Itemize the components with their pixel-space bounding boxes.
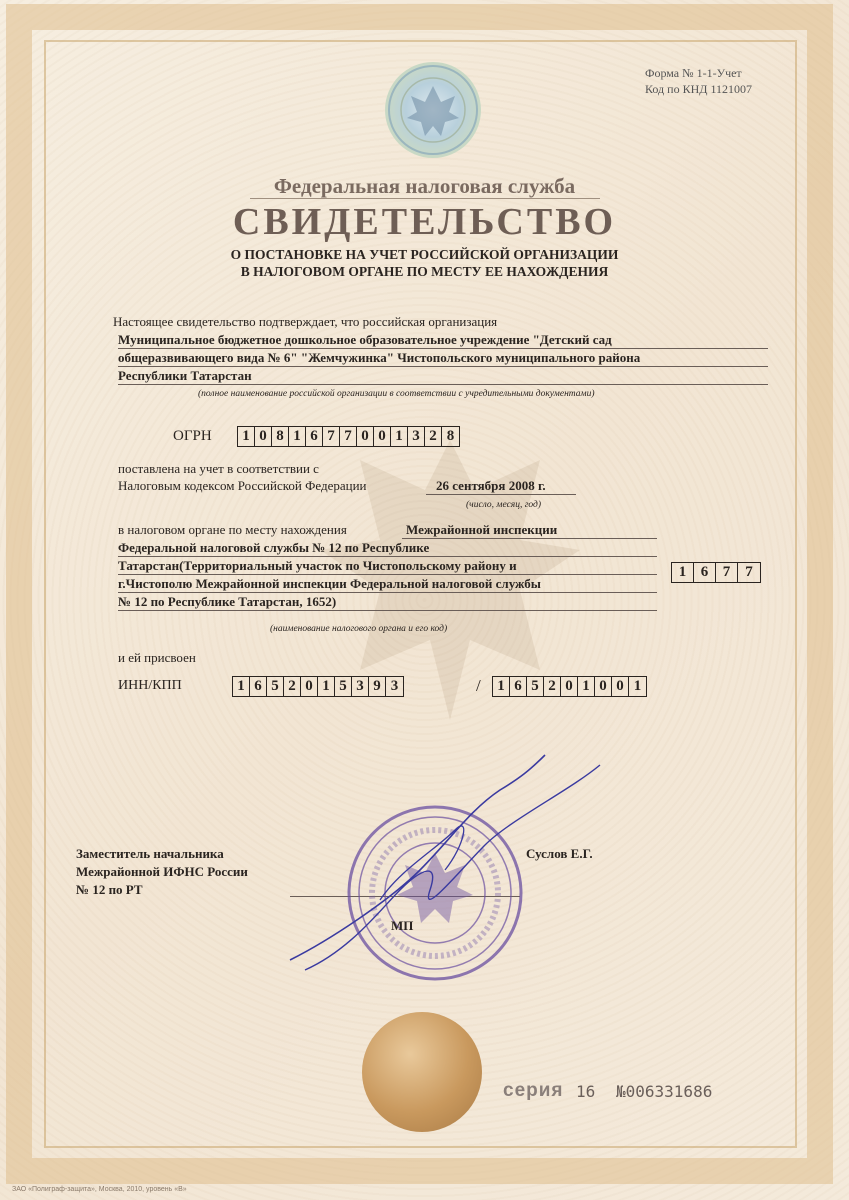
registration-date-underline <box>426 494 576 495</box>
tax-office-caption: (наименование налогового органа и его код) <box>270 624 448 634</box>
ogrn-digit: 8 <box>446 428 455 444</box>
printer-footer: ЗАО «Полиграф-защита», Москва, 2010, уровень «В» <box>12 1186 187 1193</box>
hologram-emblem-icon <box>385 62 481 158</box>
tax-office-underline2 <box>118 556 657 557</box>
gold-seal-icon <box>362 1012 482 1132</box>
inn-digit: 2 <box>284 677 301 696</box>
ogrn-number <box>237 426 460 447</box>
inn-digit: 5 <box>267 677 284 696</box>
tax-office-line4: г.Чистополю Межрайонной инспекции Федеральной налоговой службы <box>118 576 541 591</box>
kpp-digit: 0 <box>595 677 612 696</box>
kpp-number <box>492 676 647 697</box>
tax-office-code-digit: 6 <box>694 563 716 582</box>
assigned-label: и ей присвоен <box>118 650 196 665</box>
agency-name: Федеральная налоговая служба <box>273 174 576 198</box>
signatory-name: Суслов Е.Г. <box>526 846 593 861</box>
document-title: СВИДЕТЕЛЬСТВО <box>232 201 617 243</box>
agency-underline <box>250 198 600 199</box>
org-intro-text: Настоящее свидетельство подтверждает, что российская организация <box>113 314 498 329</box>
org-name-line1: Муниципальное бюджетное дошкольное образовательное учреждение "Детский сад <box>118 332 612 347</box>
ogrn-digit: 8 <box>272 427 289 446</box>
kpp-digit: 0 <box>612 677 629 696</box>
series-value: 16 <box>576 1082 596 1101</box>
kpp-digit: 1 <box>633 678 642 694</box>
registration-line2: Налоговым кодексом Российской Федерации <box>118 478 367 493</box>
inn-number <box>232 676 404 697</box>
handwritten-signature-icon <box>270 750 610 990</box>
inn-digit: 3 <box>352 677 369 696</box>
org-name-underline3 <box>118 384 768 385</box>
tax-office-underline5 <box>118 610 657 611</box>
kpp-digit: 2 <box>544 677 561 696</box>
ogrn-digit: 3 <box>408 427 425 446</box>
document-subtitle-line1: О ПОСТАНОВКЕ НА УЧЕТ РОССИЙСКОЙ ОРГАНИЗАЦИИ <box>230 247 619 262</box>
stamp-place-label: МП <box>391 918 414 933</box>
ogrn-digit: 1 <box>238 427 255 446</box>
tax-office-intro: в налоговом органе по месту нахождения <box>118 522 347 537</box>
tax-office-code-digit: 7 <box>745 564 753 580</box>
ogrn-label: ОГРН <box>173 428 212 444</box>
ogrn-digit: 2 <box>425 427 442 446</box>
inn-digit: 9 <box>369 677 386 696</box>
tax-office-code <box>671 562 761 583</box>
ogrn-digit: 6 <box>306 427 323 446</box>
org-name-line2: общеразвивающего вида № 6" "Жемчужинка" Чистопольского муниципального района <box>118 350 641 365</box>
registration-line1: поставлена на учет в соответствии с <box>118 461 319 476</box>
inn-digit: 3 <box>390 678 399 694</box>
signatory-title-line1: Заместитель начальника <box>76 846 224 861</box>
tax-office-line3: Татарстан(Территориальный участок по Чистопольскому району и <box>118 558 517 573</box>
tax-office-underline4 <box>118 592 657 593</box>
ogrn-digit: 1 <box>391 427 408 446</box>
inn-kpp-separator: / <box>476 676 481 695</box>
inn-digit: 1 <box>233 677 250 696</box>
org-name-caption: (полное наименование российской организации в соответствии с учредительными документами) <box>198 389 595 399</box>
form-number: Форма № 1-1-Учет <box>645 66 742 80</box>
tax-office-underline1 <box>402 538 657 539</box>
kpp-digit: 1 <box>578 677 595 696</box>
registration-date-caption: (число, месяц, год) <box>466 500 542 510</box>
kpp-digit: 6 <box>510 677 527 696</box>
ogrn-digit: 0 <box>374 427 391 446</box>
form-knd-code: Код по КНД 1121007 <box>645 82 752 96</box>
tax-office-code-digit: 1 <box>672 563 694 582</box>
kpp-digit: 5 <box>527 677 544 696</box>
ogrn-digit: 0 <box>357 427 374 446</box>
signatory-title-line3: № 12 по РТ <box>76 882 143 897</box>
kpp-digit: 1 <box>493 677 510 696</box>
tax-office-line5: № 12 по Республике Татарстан, 1652) <box>118 594 337 609</box>
inn-digit: 0 <box>301 677 318 696</box>
inn-digit: 6 <box>250 677 267 696</box>
tax-office-line1: Межрайонной инспекции <box>406 522 558 537</box>
series-label: серия <box>503 1080 564 1101</box>
ogrn-digit: 0 <box>255 427 272 446</box>
registration-date: 26 сентября 2008 г. <box>436 478 546 493</box>
org-name-underline1 <box>118 348 768 349</box>
signatory-title-line2: Межрайонной ИФНС России <box>76 864 248 879</box>
document-subtitle-line2: В НАЛОГОВОМ ОРГАНЕ ПО МЕСТУ ЕЕ НАХОЖДЕНИЯ <box>240 264 609 279</box>
inn-kpp-label: ИНН/КПП <box>118 678 182 693</box>
ogrn-digit: 7 <box>340 427 357 446</box>
org-name-underline2 <box>118 366 768 367</box>
tax-office-underline3 <box>118 574 657 575</box>
tax-office-code-digit: 7 <box>716 563 738 582</box>
certificate-number: №006331686 <box>616 1082 713 1101</box>
org-name-line3: Республики Татарстан <box>118 368 252 383</box>
ogrn-digit: 7 <box>323 427 340 446</box>
kpp-digit: 0 <box>561 677 578 696</box>
ogrn-digit: 1 <box>289 427 306 446</box>
inn-digit: 1 <box>318 677 335 696</box>
inn-digit: 5 <box>335 677 352 696</box>
tax-office-line2: Федеральной налоговой службы № 12 по Республике <box>118 540 430 555</box>
